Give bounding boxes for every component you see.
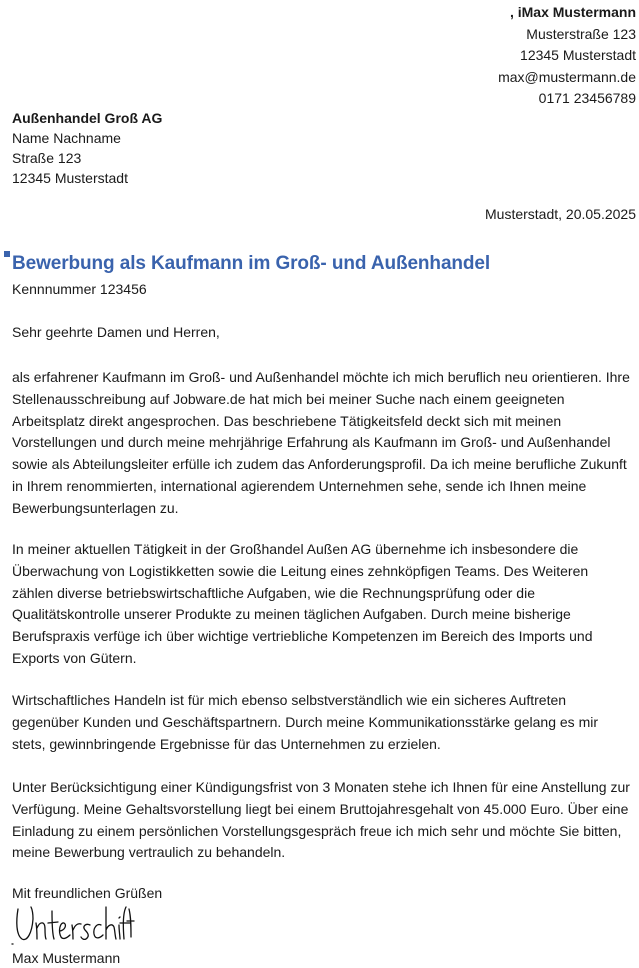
closing: Mit freundlichen Grüßen: [12, 885, 163, 901]
recipient-street: Straße 123: [12, 150, 82, 166]
subject-marker: [4, 251, 10, 257]
body-paragraph-3: Wirtschaftliches Handeln ist für mich ebenso selbstverständlich wie ein sicheres Auftreten gegenüber Kunden und Geschäftspartnern. Durch meine Kommunikationsstärke gelang es mir stets, gewinnbringende Ergebnisse für das Unternehmen zu erzielen.: [12, 692, 598, 752]
handwritten-signature: [10, 901, 135, 947]
body-paragraph-2: In meiner aktuellen Tätigkeit in der Großhandel Außen AG übernehme ich insbesondere die Überwachung von Logistikketten sowie die Leitung eines zehnköpfigen Teams. Des Weiteren zählen diverse betriebswirtschaftliche Aufgaben, wie die Rechnungsprüfung oder die Qualitätskontrolle unserer Produkte zu meinen täglichen Aufgaben. Durch meine bisherige Berufspraxis verfüge ich über wichtige vertriebliche Kompetenzen im Bereich des Imports und Exports von Gütern.: [12, 541, 593, 666]
subject-line: Bewerbung als Kaufmann im Groß- und Außenhandel: [12, 253, 491, 274]
sender-email: max@mustermann.de: [498, 68, 636, 85]
sender-phone: 0171 23456789: [538, 90, 636, 107]
sender-street: Musterstraße 123: [526, 25, 636, 42]
sender-name: , iMax Mustermann: [509, 4, 636, 20]
recipient-city: 12345 Musterstadt: [12, 170, 128, 186]
signer-name: Max Mustermann: [12, 950, 121, 966]
sender-city: 12345 Musterstadt: [520, 47, 636, 64]
body-paragraph-4: Unter Berücksichtigung einer Kündigungsfrist von 3 Monaten stehe ich Ihnen für eine Anstellung zur Verfügung. Meine Gehaltsvorstellung liegt bei einem Bruttojahresgehalt von 45.000 Euro. Über eine Einladung zu einem persönlichen Vorstellungsgespräch freue ich mich sehr und möchte Sie bitten, meine Bewerbung vertraulich zu behandeln.: [12, 779, 630, 861]
sender-block: [498, 2, 636, 110]
letter-date: Musterstadt, 20.05.2025: [485, 206, 636, 222]
recipient-block: [12, 108, 162, 188]
recipient-contact: Name Nachname: [12, 130, 121, 146]
reference-number: Kennnummer 123456: [12, 281, 147, 297]
recipient-company: Außenhandel Groß AG: [12, 110, 163, 126]
salutation: Sehr geehrte Damen und Herren,: [12, 324, 220, 340]
body-paragraph-1: als erfahrener Kaufmann im Groß- und Außenhandel möchte ich mich beruflich neu orientieren. Ihre Stellenausschreibung auf Jobware.de hat mich bei meiner Suche nach einem geeigneten Arbeitsplatz direkt angesprochen. Das beschriebene Tätigkeitsfeld deckt sich mit meinen Vorstellungen und durch meine mehrjährige Erfahrung als Kaufmann im Groß- und Außenhandel sowie als Abteilungsleiter erfülle ich zudem das Anforderungsprofil. Da ich meine berufliche Zukunft in Ihrem renommierten, international agierendem Unternehmen sehe, sende ich Ihnen meine Bewerbungsunterlagen zu.: [12, 369, 630, 516]
